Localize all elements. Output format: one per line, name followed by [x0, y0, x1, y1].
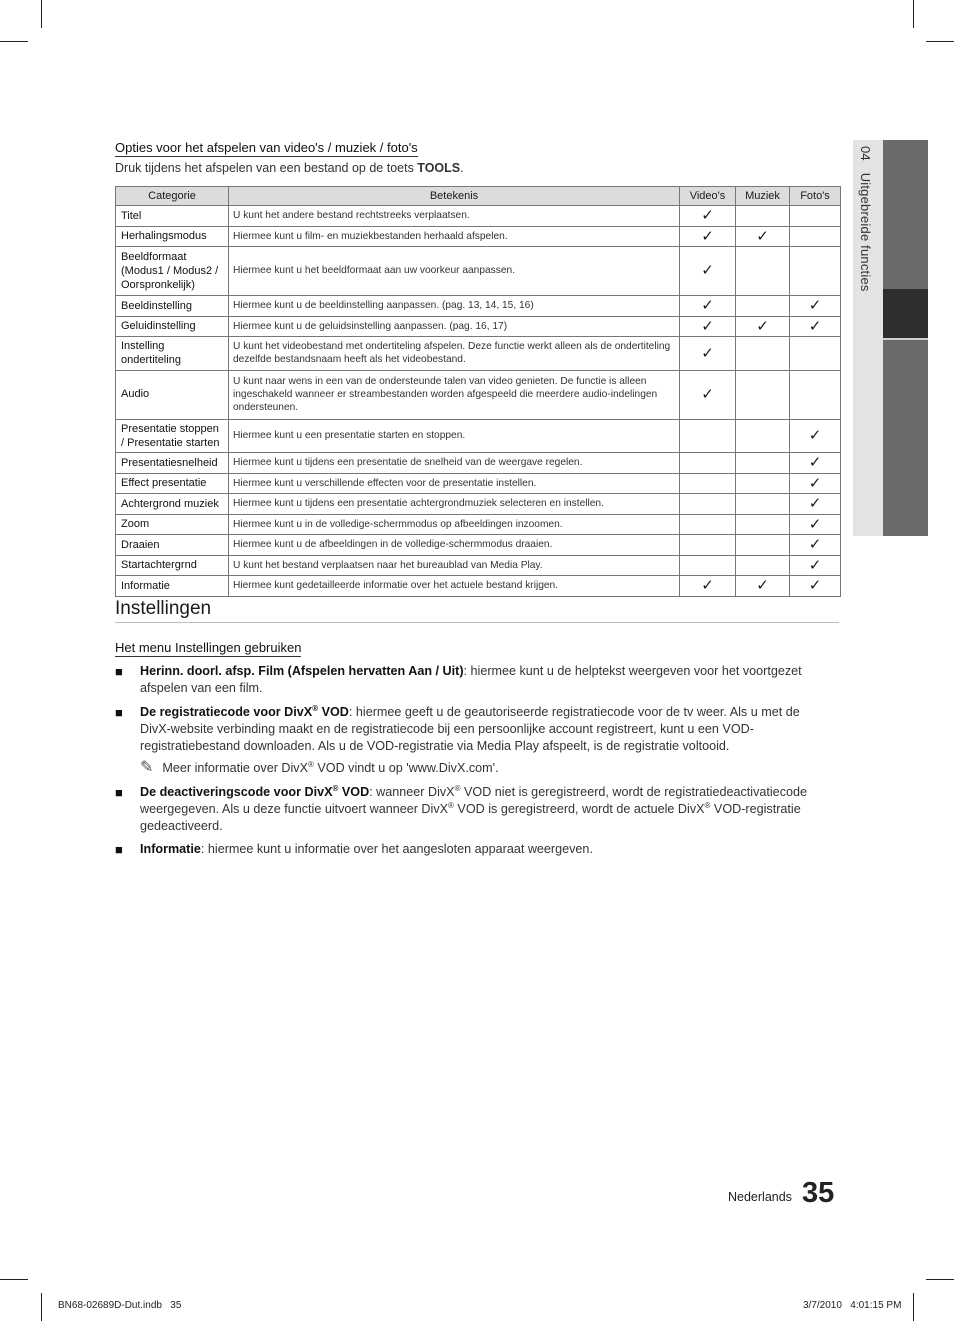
meaning-cell: Hiermee kunt u tijdens een presentatie achtergrondmuziek selecteren en instellen.	[229, 494, 680, 515]
crop-mark	[0, 1279, 28, 1280]
photo-check-cell: ✓	[790, 514, 841, 535]
photo-check-cell: ✓	[790, 535, 841, 556]
crop-mark	[913, 0, 914, 28]
video-check-cell: ✓	[680, 247, 736, 296]
column-header-meaning: Betekenis	[229, 187, 680, 206]
crop-mark	[0, 41, 28, 42]
table-row	[116, 296, 841, 317]
column-header-music: Muziek	[736, 187, 790, 206]
settings-item-divx-deactivation: ■ De deactiveringscode voor DivX® VOD: wanneer DivX® VOD niet is geregistreerd, wordt de registratiedeactivatiecode weergegeven. Als u deze functie uitvoert wanneer DivX® VOD is geregistreerd, wordt de actuele DivX® VOD-registratie gedeactiveerd.	[115, 783, 808, 833]
photo-check-cell: ✓	[790, 296, 841, 317]
music-check-cell	[736, 419, 790, 453]
table-row	[116, 494, 841, 515]
video-check-cell: ✓	[680, 370, 736, 419]
crop-mark	[41, 0, 42, 28]
settings-item-information: ■ Informatie: hiermee kunt u informatie over het aangesloten apparaat weergeven.	[115, 842, 593, 857]
meaning-cell: Hiermee kunt u de afbeeldingen in de volledige-schermmodus draaien.	[229, 535, 680, 556]
photo-check-cell: ✓	[790, 473, 841, 494]
music-check-cell	[736, 370, 790, 419]
options-heading: Opties voor het afspelen van video's / muziek / foto's	[115, 140, 418, 155]
tools-key: TOOLS	[417, 161, 461, 175]
meaning-cell: U kunt naar wens in een van de ondersteunde talen van video genieten. De functie is alleen ingeschakeld wanneer er streambestanden worden afgespeeld die meerdere audio-indelingen ondersteunen.	[229, 370, 680, 419]
photo-check-cell: ✓	[790, 494, 841, 515]
category-cell: Herhalingsmodus	[116, 226, 229, 247]
category-cell: Informatie	[116, 576, 229, 597]
video-check-cell: ✓	[680, 576, 736, 597]
music-check-cell	[736, 555, 790, 576]
music-check-cell	[736, 206, 790, 227]
table-row	[116, 419, 841, 453]
chapter-number: 04	[858, 146, 873, 161]
pencil-note-icon: ✎	[140, 759, 154, 776]
category-cell: Beeldinstelling	[116, 296, 229, 317]
video-check-cell	[680, 453, 736, 474]
photo-check-cell: ✓	[790, 419, 841, 453]
table-row	[116, 576, 841, 597]
video-check-cell: ✓	[680, 296, 736, 317]
music-check-cell: ✓	[736, 226, 790, 247]
category-cell: Startachtergrnd	[116, 555, 229, 576]
table-row	[116, 206, 841, 227]
table-row	[116, 226, 841, 247]
table-row	[116, 247, 841, 296]
music-check-cell	[736, 296, 790, 317]
table-row	[116, 337, 841, 371]
photo-check-cell	[790, 370, 841, 419]
category-cell: Beeldformaat (Modus1 / Modus2 / Oorspronkelijk)	[116, 247, 229, 296]
category-cell: Zoom	[116, 514, 229, 535]
bullet-square-icon: ■	[115, 705, 123, 720]
video-check-cell	[680, 419, 736, 453]
photo-check-cell: ✓	[790, 453, 841, 474]
category-cell: Geluidinstelling	[116, 316, 229, 337]
category-cell: Draaien	[116, 535, 229, 556]
photo-check-cell: ✓	[790, 576, 841, 597]
meaning-cell: Hiermee kunt u verschillende effecten voor de presentatie instellen.	[229, 473, 680, 494]
meaning-cell: Hiermee kunt gedetailleerde informatie over het actuele bestand krijgen.	[229, 576, 680, 597]
meaning-cell: Hiermee kunt u de beeldinstelling aanpassen. (pag. 13, 14, 15, 16)	[229, 296, 680, 317]
column-header-video: Video's	[680, 187, 736, 206]
settings-item-resume-playback: ■ Herinn. doorl. afsp. Film (Afspelen hervatten Aan / Uit): hiermee kunt u de helptekst weergeven voor het voortgezet afspelen van een film.	[115, 664, 802, 695]
bullet-square-icon: ■	[115, 842, 123, 857]
music-check-cell: ✓	[736, 576, 790, 597]
settings-title-rule	[115, 622, 839, 623]
meaning-cell: U kunt het videobestand met ondertiteling afspelen. Deze functie werkt alleen als de ondertiteling dezelfde bestandsnaam heeft als het videobestand.	[229, 337, 680, 371]
category-cell: Presentatiesnelheid	[116, 453, 229, 474]
photo-check-cell	[790, 337, 841, 371]
chapter-title: Uitgebreide functies	[858, 172, 873, 292]
video-check-cell: ✓	[680, 337, 736, 371]
video-check-cell	[680, 555, 736, 576]
meaning-cell: Hiermee kunt u het beeldformaat aan uw voorkeur aanpassen.	[229, 247, 680, 296]
category-cell: Presentatie stoppen / Presentatie starten	[116, 419, 229, 453]
page-number: 35	[802, 1177, 835, 1209]
music-check-cell	[736, 453, 790, 474]
meaning-cell: Hiermee kunt u film- en muziekbestanden herhaald afspelen.	[229, 226, 680, 247]
table-row	[116, 535, 841, 556]
meaning-cell: Hiermee kunt u in de volledige-schermmodus op afbeeldingen inzoomen.	[229, 514, 680, 535]
video-check-cell	[680, 514, 736, 535]
table-row	[116, 370, 841, 419]
video-check-cell	[680, 494, 736, 515]
crop-mark	[926, 41, 954, 42]
divx-info-note: ✎ Meer informatie over DivX® VOD vindt u op 'www.DivX.com'.	[140, 759, 499, 776]
video-check-cell	[680, 473, 736, 494]
bullet-square-icon: ■	[115, 785, 123, 800]
photo-check-cell	[790, 247, 841, 296]
print-slug-file: BN68-02689D-Dut.indb 35	[58, 1300, 182, 1311]
video-check-cell: ✓	[680, 316, 736, 337]
settings-subheading: Het menu Instellingen gebruiken	[115, 640, 302, 655]
chapter-tab-strip	[883, 140, 928, 536]
table-row	[116, 555, 841, 576]
video-check-cell: ✓	[680, 226, 736, 247]
music-check-cell	[736, 514, 790, 535]
meaning-cell: U kunt het bestand verplaatsen naar het bureaublad van Media Play.	[229, 555, 680, 576]
music-check-cell	[736, 494, 790, 515]
settings-item-divx-registration: ■ De registratiecode voor DivX® VOD: hiermee geeft u de geautoriseerde registratiecode voor de tv weer. Als u met de DivX-website verbinding maakt en de registratiecode bij een persoonlijke account registreert, kunt u een VOD-registratiebestand downloaden. Als u de VOD-registratie via Media Play afspeelt, is de registratie voltooid.	[115, 703, 800, 753]
category-cell: Effect presentatie	[116, 473, 229, 494]
music-check-cell: ✓	[736, 316, 790, 337]
column-header-photo: Foto's	[790, 187, 841, 206]
music-check-cell	[736, 535, 790, 556]
table-row	[116, 514, 841, 535]
category-cell: Instelling ondertiteling	[116, 337, 229, 371]
settings-title: Instellingen	[115, 598, 212, 619]
category-cell: Titel	[116, 206, 229, 227]
crop-mark	[926, 1279, 954, 1280]
table-row	[116, 316, 841, 337]
video-check-cell: ✓	[680, 206, 736, 227]
meaning-cell: Hiermee kunt u de geluidsinstelling aanpassen. (pag. 16, 17)	[229, 316, 680, 337]
music-check-cell	[736, 337, 790, 371]
photo-check-cell	[790, 206, 841, 227]
video-check-cell	[680, 535, 736, 556]
photo-check-cell: ✓	[790, 316, 841, 337]
bullet-square-icon: ■	[115, 664, 123, 679]
crop-mark	[41, 1293, 42, 1321]
music-check-cell	[736, 247, 790, 296]
footer-language: Nederlands	[728, 1190, 792, 1204]
photo-check-cell	[790, 226, 841, 247]
column-header-category: Categorie	[116, 187, 229, 206]
print-slug-datetime: 3/7/2010 4:01:15 PM	[803, 1300, 902, 1311]
options-intro: Druk tijdens het afspelen van een bestand op de toets TOOLS.	[115, 161, 464, 175]
music-check-cell	[736, 473, 790, 494]
chapter-tab-active	[883, 289, 928, 338]
meaning-cell: Hiermee kunt u een presentatie starten en stoppen.	[229, 419, 680, 453]
chapter-tab-divider	[883, 338, 928, 340]
table-header-row	[116, 187, 841, 206]
table-row	[116, 473, 841, 494]
meaning-cell: Hiermee kunt u tijdens een presentatie de snelheid van de weergave regelen.	[229, 453, 680, 474]
crop-mark	[913, 1293, 914, 1321]
table-row	[116, 453, 841, 474]
photo-check-cell: ✓	[790, 555, 841, 576]
chapter-label	[858, 146, 873, 292]
category-cell: Achtergrond muziek	[116, 494, 229, 515]
category-cell: Audio	[116, 370, 229, 419]
options-table	[115, 186, 841, 597]
meaning-cell: U kunt het andere bestand rechtstreeks verplaatsen.	[229, 206, 680, 227]
